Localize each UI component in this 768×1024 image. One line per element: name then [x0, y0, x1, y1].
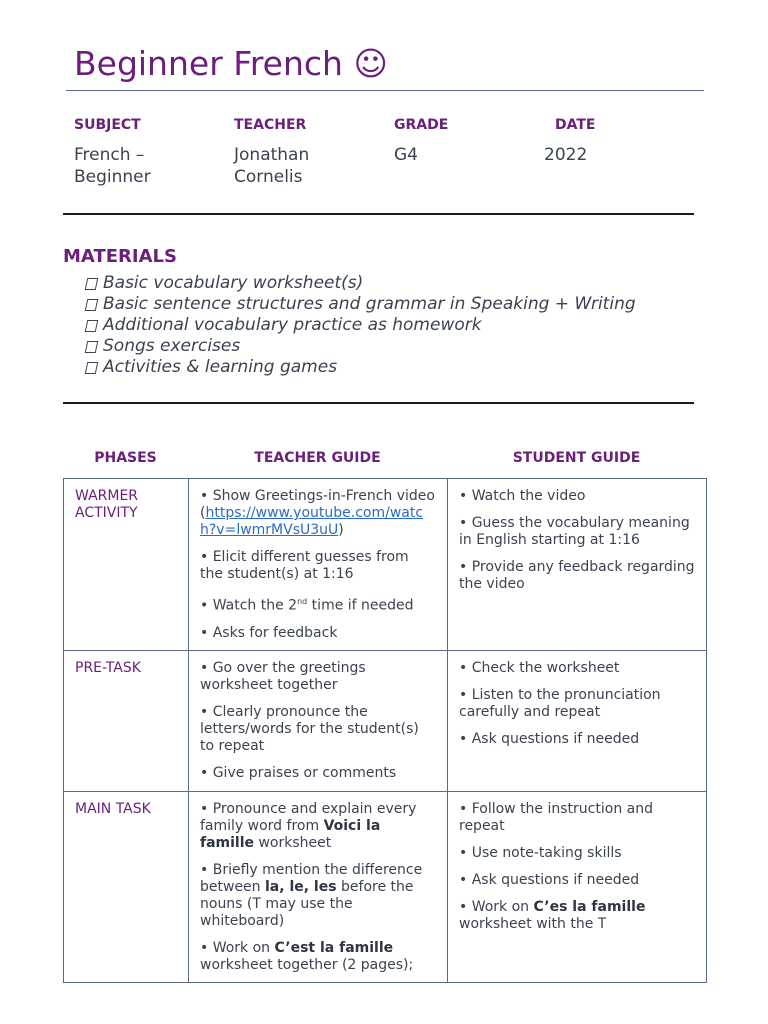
list-item: • Ask questions if needed [459, 871, 640, 888]
smiley-icon: ☺ [353, 44, 388, 83]
list-item: • Listen to the pronunciation carefully and repeat [459, 686, 661, 720]
item-text: • Watch the 2 [200, 597, 298, 614]
student-guide-cell [448, 791, 707, 982]
student-guide-cell [448, 650, 707, 791]
title-divider [66, 90, 704, 91]
table-row [64, 791, 707, 982]
col-header-student-guide: STUDENT GUIDE [512, 450, 641, 466]
col-header-phases: PHASES [94, 450, 157, 466]
materials-item-label: Additional vocabulary practice as homework [103, 315, 482, 335]
date-label: DATE [555, 117, 596, 133]
col-header-teacher-guide: TEACHER GUIDE [254, 450, 381, 466]
list-item [200, 862, 436, 930]
list-item [200, 593, 436, 615]
item-text: worksheet with the T [459, 915, 607, 932]
item-text: time if needed [307, 597, 414, 614]
list-item: • Check the worksheet [459, 659, 620, 676]
list-item: • Follow the instruction and repeat [459, 800, 653, 834]
materials-item-label: Basic vocabulary worksheet(s) [103, 273, 364, 293]
list-item: • Watch the video [459, 488, 586, 504]
student-guide-cell [448, 479, 707, 651]
page-title [74, 44, 388, 83]
section-divider [63, 213, 694, 215]
list-item: • Go over the greetings worksheet together [200, 659, 366, 693]
list-item: • Clearly pronounce the letters/words for the student(s) to repeat [200, 703, 419, 754]
section-divider [63, 402, 694, 404]
checkbox-icon[interactable] [85, 320, 99, 332]
teacher-value: Jonathan Cornelis [234, 145, 310, 187]
materials-item-label: Songs exercises [103, 336, 241, 356]
materials-heading: MATERIALS [63, 246, 177, 267]
item-text: • Show Greetings-in-French video ( [200, 488, 435, 521]
list-item: • Elicit different guesses from the student(s) at 1:16 [200, 549, 409, 582]
list-item: • Use note-taking skills [459, 844, 622, 861]
phase-label: PRE-TASK [75, 659, 141, 676]
checkbox-icon[interactable] [85, 362, 99, 374]
grade-label: GRADE [394, 117, 449, 133]
item-text: • Work on [459, 898, 534, 915]
checkbox-icon[interactable] [85, 299, 99, 311]
table-row [64, 650, 707, 791]
checkbox-icon[interactable] [85, 341, 99, 353]
subject-value: French – Beginner [74, 145, 151, 187]
item-text: • Work on [200, 939, 275, 956]
item-text: worksheet [254, 834, 332, 851]
date-value: 2022 [544, 145, 588, 165]
item-text: • Pronounce and explain every family word from [200, 800, 417, 834]
worksheet-name: C’est la famille [274, 939, 394, 956]
teacher-guide-cell [189, 791, 448, 982]
list-item: • Ask questions if needed [459, 730, 640, 747]
subject-label: SUBJECT [74, 117, 141, 133]
video-link[interactable]: https://www.youtube.com/watch?v=lwmrMVsU3uU [200, 505, 424, 538]
list-item [200, 940, 436, 974]
materials-item-label: Basic sentence structures and grammar in Speaking + Writing [103, 294, 636, 314]
materials-item [86, 357, 636, 378]
phase-cell [64, 479, 189, 651]
phase-label: MAIN TASK [75, 800, 151, 817]
list-item: • Provide any feedback regarding the video [459, 559, 695, 592]
teacher-guide-cell [189, 479, 448, 651]
article-terms: la, le, les [265, 878, 337, 895]
phase-cell [64, 791, 189, 982]
title-text: Beginner French [74, 44, 343, 83]
grade-value: G4 [394, 145, 418, 165]
materials-item [86, 273, 636, 294]
item-text: • Briefly mention the difference between [200, 861, 423, 895]
teacher-guide-cell [189, 650, 448, 791]
phase-label: WARMER ACTIVITY [75, 488, 139, 521]
item-text: before the nouns (T may use the whiteboard) [200, 878, 414, 929]
materials-item [86, 294, 636, 315]
lesson-plan-table [63, 478, 707, 983]
ordinal-suffix: nd [297, 597, 308, 606]
materials-item [86, 315, 636, 336]
teacher-label: TEACHER [234, 117, 307, 133]
worksheet-name: C’es la famille [533, 898, 646, 915]
list-item: • Guess the vocabulary meaning in English starting at 1:16 [459, 515, 690, 548]
list-item: • Give praises or comments [200, 764, 397, 781]
list-item [200, 488, 436, 539]
materials-item-label: Activities & learning games [103, 357, 338, 377]
worksheet-name: Voici la famille [200, 817, 381, 851]
list-item: • Asks for feedback [200, 624, 338, 641]
item-text: worksheet together (2 pages); [200, 956, 414, 973]
list-item [200, 801, 436, 852]
materials-item [86, 336, 636, 357]
list-item [459, 899, 695, 933]
checkbox-icon[interactable] [85, 278, 99, 290]
item-text: ) [338, 522, 344, 538]
table-row [64, 479, 707, 651]
phase-cell [64, 650, 189, 791]
materials-list [86, 273, 636, 378]
